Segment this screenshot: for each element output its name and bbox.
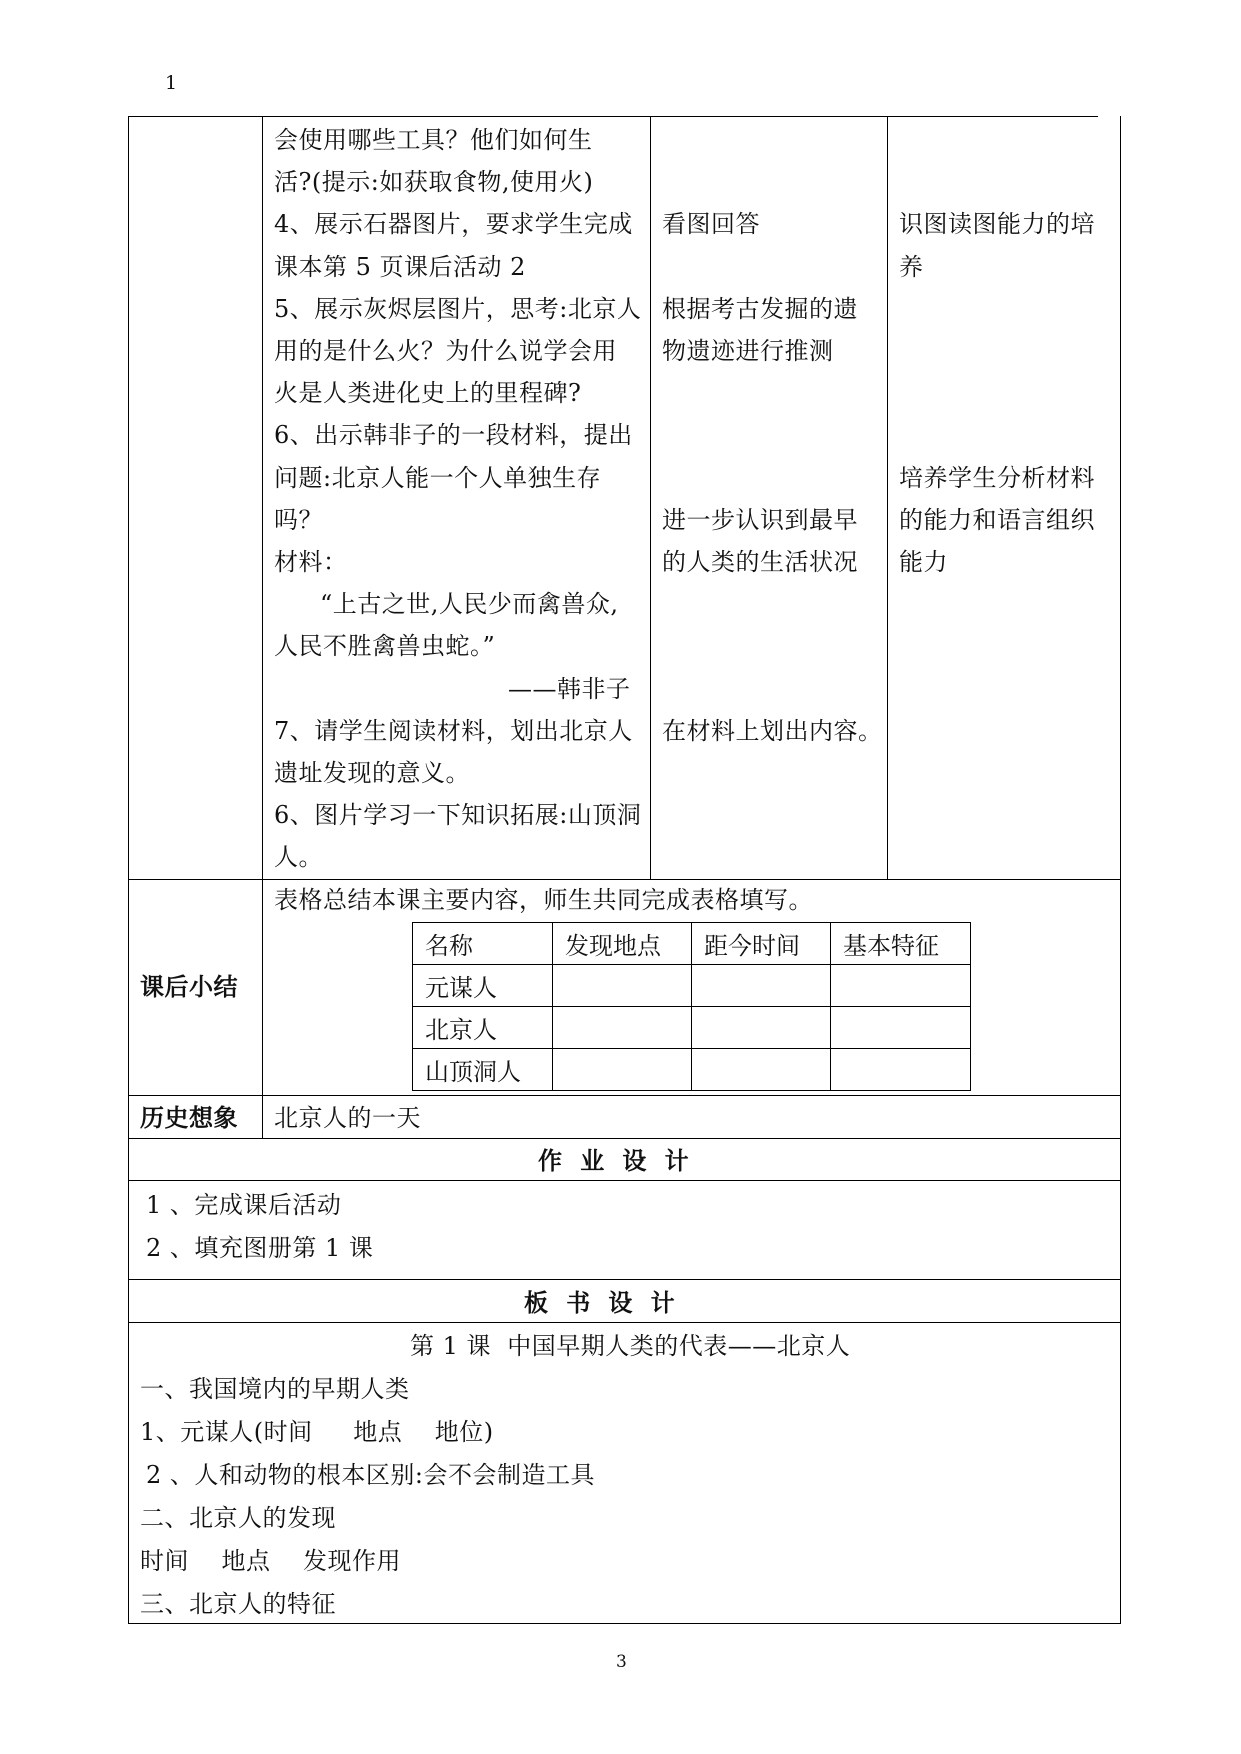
student-line: 的人类的生活状况 — [662, 548, 858, 576]
teacher-line: 火是人类进化史上的里程碑? — [274, 379, 582, 407]
table-header-cell: 基本特征 — [831, 923, 971, 965]
student-line: 在材料上划出内容。 — [662, 717, 883, 745]
teacher-line: 会使用哪些工具？他们如何生 — [274, 126, 593, 154]
table-row — [413, 1007, 971, 1049]
homework-item: 2 、填充图册第 1 课 — [146, 1234, 374, 1262]
teacher-line: 人。 — [274, 843, 323, 871]
imagination-text: 北京人的一天 — [274, 1104, 421, 1132]
board-line: 2 、人和动物的根本区别:会不会制造工具 — [146, 1461, 595, 1489]
student-line: 看图回答 — [662, 210, 760, 238]
table-cell — [553, 1049, 692, 1091]
teacher-line: 4、展示石器图片，要求学生完成 — [274, 210, 633, 238]
teacher-line: 6、图片学习一下知识拓展:山顶洞 — [274, 801, 642, 829]
homework-title: 作 业 设 计 — [538, 1147, 690, 1175]
summary-intro: 表格总结本课主要内容，师生共同完成表格填写。 — [274, 886, 813, 914]
table-header-cell: 发现地点 — [553, 923, 692, 965]
homework-item: 1 、完成课后活动 — [146, 1191, 342, 1219]
board-line: 一、我国境内的早期人类 — [140, 1375, 410, 1403]
table-cell: 山顶洞人 — [413, 1049, 553, 1091]
table-cell — [553, 965, 692, 1007]
table-cell: 元谋人 — [413, 965, 553, 1007]
table-cell — [553, 1007, 692, 1049]
table-cell — [831, 965, 971, 1007]
student-line: 进一步认识到最早 — [662, 506, 858, 534]
summary-label: 课后小结 — [140, 973, 238, 1001]
table-cell — [831, 1049, 971, 1091]
col-divider-purpose — [887, 116, 888, 879]
purpose-line: 的能力和语言组织 — [899, 506, 1095, 534]
teacher-line: 活?(提示:如获取食物,使用火) — [274, 168, 594, 196]
table-cell — [692, 1007, 831, 1049]
table-row — [413, 1049, 971, 1091]
quote-line: 人民不胜禽兽虫蛇。” — [274, 632, 496, 660]
table-row — [413, 965, 971, 1007]
board-line: 时间 地点 发现作用 — [140, 1547, 402, 1575]
table-header-row — [413, 923, 971, 965]
teacher-line: 吗？ — [274, 506, 323, 534]
row-divider-homework — [129, 1180, 1120, 1181]
board-line: 三、北京人的特征 — [140, 1590, 336, 1618]
quote-source: ——韩非子 — [508, 675, 631, 703]
purpose-line: 养 — [899, 253, 924, 281]
teacher-line: 6、出示韩非子的一段材料，提出 — [274, 421, 633, 449]
teacher-line: 材料： — [274, 548, 348, 576]
teacher-line: 5、展示灰烬层图片，思考:北京人 — [274, 295, 642, 323]
summary-table — [412, 922, 971, 1091]
table-cell — [692, 1049, 831, 1091]
table-header-cell: 名称 — [413, 923, 553, 965]
board-line: 二、北京人的发现 — [140, 1504, 336, 1532]
table-cell — [692, 965, 831, 1007]
row-divider-summary — [129, 879, 1120, 880]
student-line: 物遗迹进行推测 — [662, 337, 834, 365]
page-number-top: 1 — [165, 72, 178, 94]
table-cell: 北京人 — [413, 1007, 553, 1049]
teacher-line: 课本第 5 页课后活动 2 — [274, 253, 526, 281]
imagination-label: 历史想象 — [140, 1104, 238, 1132]
teacher-line: 问题:北京人能一个人单独生存 — [274, 464, 602, 492]
purpose-line: 识图读图能力的培 — [899, 210, 1095, 238]
purpose-line: 培养学生分析材料 — [899, 464, 1095, 492]
table-cell — [831, 1007, 971, 1049]
col-divider-label — [262, 116, 263, 1138]
board-title: 板 书 设 计 — [524, 1289, 676, 1317]
student-line: 根据考古发掘的遗 — [662, 295, 858, 323]
page-number-bottom: 3 — [616, 1652, 627, 1672]
col-divider-student — [650, 116, 651, 879]
row-divider-homework-title — [129, 1138, 1120, 1139]
row-divider-imagination — [129, 1095, 1120, 1096]
teacher-line: 遗址发现的意义。 — [274, 759, 470, 787]
teacher-line: 7、请学生阅读材料，划出北京人 — [274, 717, 633, 745]
quote-line: “上古之世,人民少而禽兽众, — [320, 590, 619, 618]
purpose-line: 能力 — [899, 548, 948, 576]
board-heading: 第 1 课 中国早期人类的代表——北京人 — [410, 1332, 851, 1360]
teacher-line: 用的是什么火？为什么说学会用 — [274, 337, 617, 365]
table-header-cell: 距今时间 — [692, 923, 831, 965]
row-divider-board-title — [129, 1279, 1120, 1280]
row-divider-board — [129, 1322, 1120, 1323]
board-line: 1、元谋人(时间 地点 地位) — [140, 1418, 494, 1446]
